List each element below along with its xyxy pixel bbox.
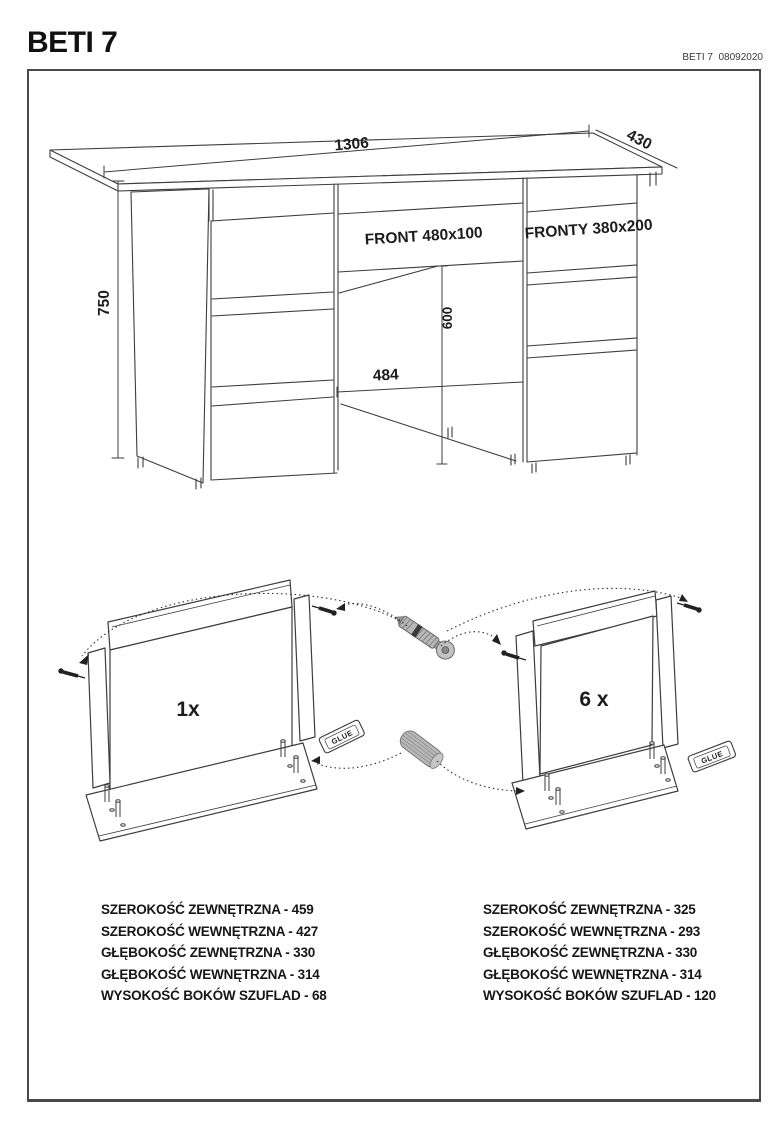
spec-line: GŁĘBOKOŚĆ ZEWNĘTRZNA - 330 bbox=[101, 945, 316, 961]
screw-icon bbox=[312, 606, 336, 615]
page-title: BETI 7 bbox=[27, 26, 118, 59]
spec-line: WYSOKOŚĆ BOKÓW SZUFLAD - 68 bbox=[101, 988, 327, 1004]
drawer-specs-right bbox=[483, 899, 743, 1007]
glue-tag bbox=[318, 719, 365, 754]
spec-line: SZEROKOŚĆ WEWNĘTRZNA - 427 bbox=[101, 923, 319, 939]
desk-drawing bbox=[50, 133, 662, 489]
spec-line: GŁĘBOKOŚĆ WEWNĘTRZNA - 314 bbox=[101, 966, 320, 982]
dim-knee-height-label: 600 bbox=[440, 306, 455, 330]
spec-line: GŁĘBOKOŚĆ ZEWNĘTRZNA - 330 bbox=[483, 945, 698, 961]
drawer-assembly-left bbox=[86, 580, 317, 841]
dim-depth-label: 430 bbox=[623, 126, 655, 154]
quantity-right-label: 6 x bbox=[579, 688, 609, 711]
doc-reference: BETI 7 08092020 bbox=[682, 52, 763, 63]
spec-line: SZEROKOŚĆ WEWNĘTRZNA - 293 bbox=[483, 923, 701, 939]
dim-height-label: 750 bbox=[96, 290, 113, 316]
drawer-specs-left bbox=[101, 899, 361, 1007]
center-drawer-label: FRONT 480x100 bbox=[364, 224, 484, 249]
svg-text:GLUE: GLUE bbox=[329, 728, 355, 747]
confirmat-screw-icon bbox=[391, 610, 457, 663]
quantity-left-label: 1x bbox=[176, 698, 200, 721]
screw-icon bbox=[677, 603, 701, 612]
wooden-dowel-icon bbox=[397, 728, 446, 771]
dim-width-label: 1306 bbox=[333, 134, 370, 155]
spec-line: SZEROKOŚĆ ZEWNĘTRZNA - 325 bbox=[483, 902, 696, 917]
svg-text:GLUE: GLUE bbox=[699, 748, 725, 766]
spec-line: SZEROKOŚĆ ZEWNĘTRZNA - 459 bbox=[101, 902, 314, 917]
glue-tag bbox=[687, 740, 736, 772]
spec-line: WYSOKOŚĆ BOKÓW SZUFLAD - 120 bbox=[483, 988, 716, 1004]
screw-icon bbox=[59, 669, 85, 678]
dim-knee-width-label: 484 bbox=[372, 366, 400, 385]
side-drawer-label: FRONTY 380x200 bbox=[524, 216, 654, 243]
spec-line: GŁĘBOKOŚĆ WEWNĘTRZNA - 314 bbox=[483, 966, 702, 982]
